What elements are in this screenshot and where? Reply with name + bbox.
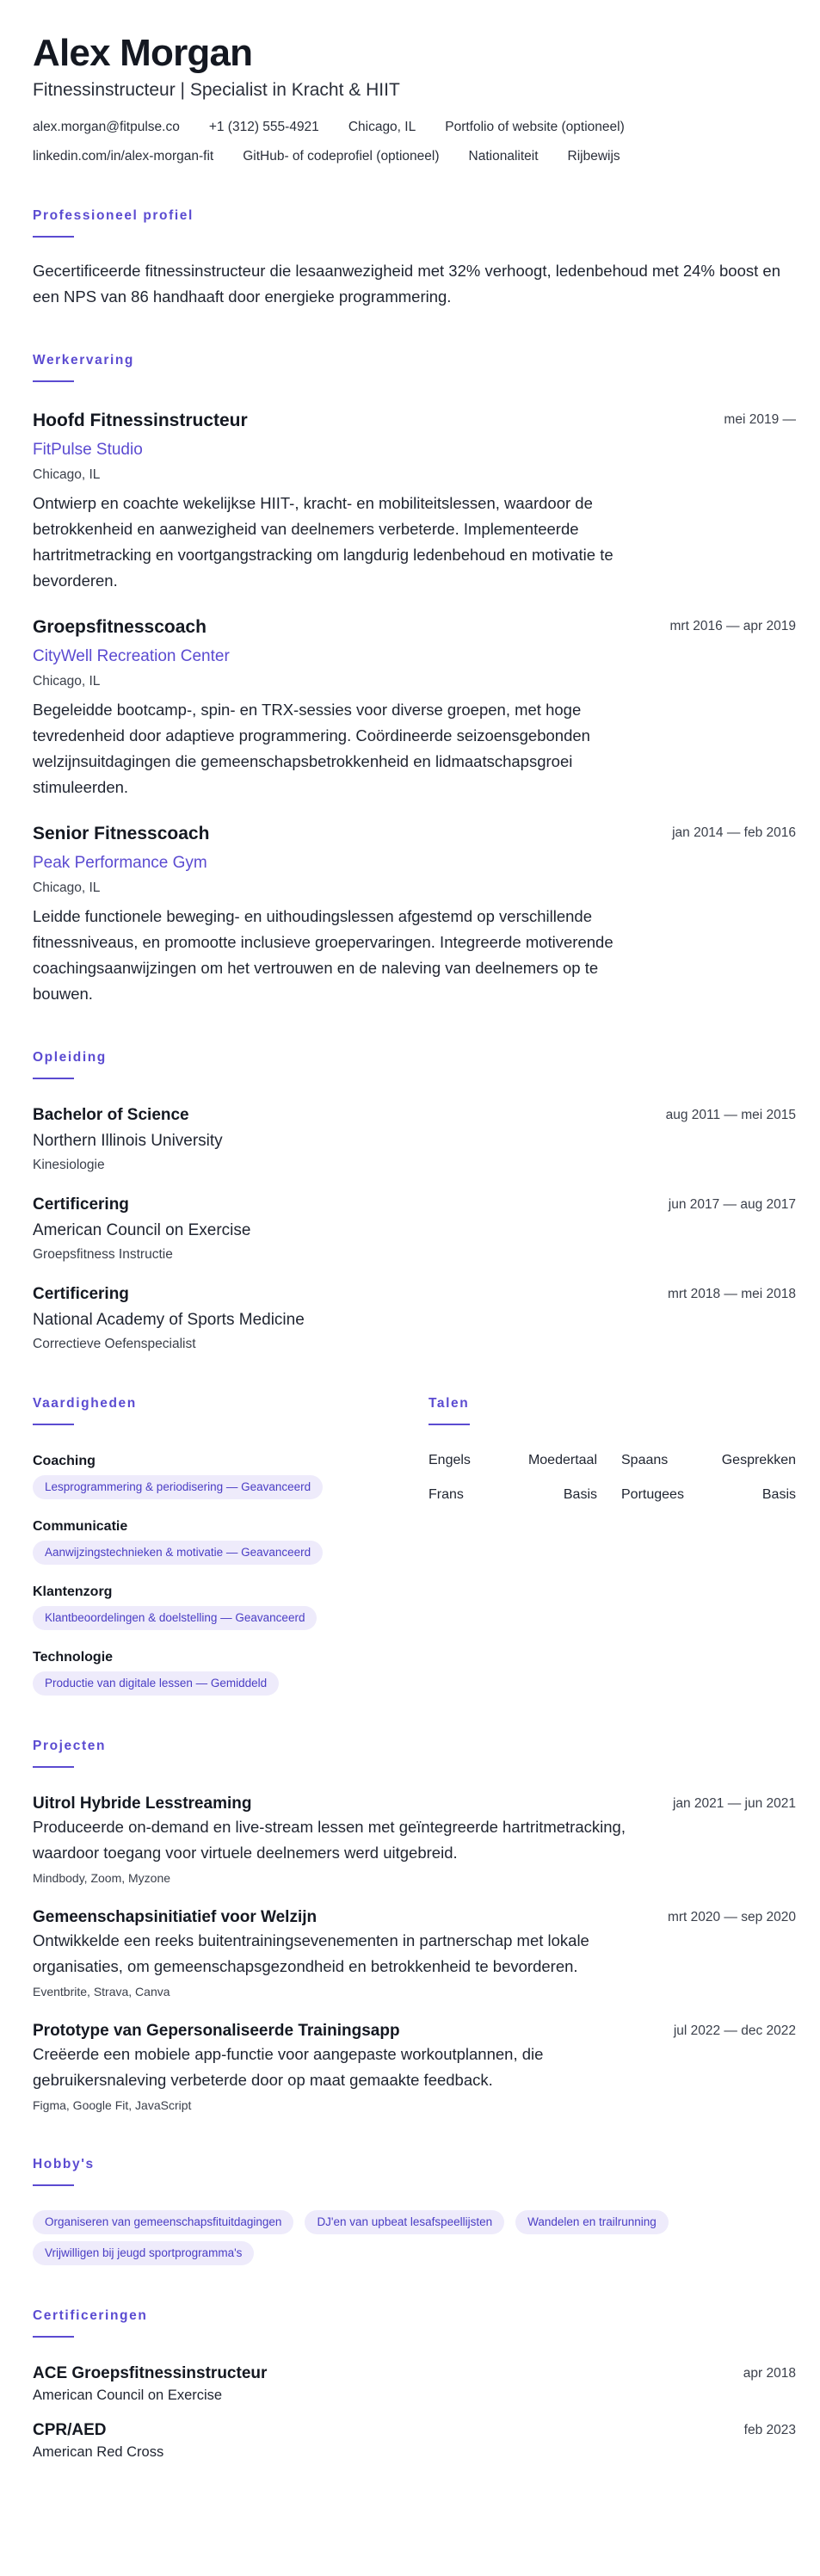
skill-pill: Productie van digitale lessen — Gemiddeld [33,1671,279,1696]
profile-summary: Gecertificeerde fitnessinstructeur die lesaanwezigheid met 32% verhoogt, ledenbehoud met 24% boost en een NPS van 86 handhaaft door energieke programmering. [33,262,780,306]
skill-group [33,1518,428,1565]
education-entry [33,1105,796,1174]
language-name: Frans [428,1487,464,1502]
section-title-hobbies: Hobby's [33,2157,95,2171]
project-date: jul 2022 — dec 2022 [673,2023,796,2038]
job-company: CityWell Recreation Center [33,647,230,665]
education-school: Northern Illinois University [33,1132,223,1150]
language-item [609,1451,796,1470]
job-entry [33,410,796,594]
section-title-certifications: Certificeringen [33,2308,148,2323]
certification-issuer: American Red Cross [33,2444,164,2460]
job-description: Leidde functionele beweging- en uithoudingslessen afgestemd op verschillende fitnessniveaus, en promootte inclusieve groepervaringen. Integreerde motiverende coachingsaanwijzingen om het vertrouwen en de naleving van deelnemers op te bouwen. [33,907,613,1003]
hobbies-section [33,2157,796,2265]
certification-entry [33,2420,796,2462]
contact-nationality: Nationaliteit [468,149,539,164]
contact-email[interactable]: alex.morgan@fitpulse.co [33,120,180,134]
job-location: Chicago, IL [33,674,101,689]
skills-languages-section [33,1396,796,1696]
section-divider [33,1424,74,1425]
section-divider [33,1766,74,1768]
certification-date: feb 2023 [743,2423,796,2437]
education-date: mrt 2018 — mei 2018 [667,1287,796,1301]
project-title: Gemeenschapsinitiatief voor Welzijn [33,1908,318,1926]
job-date: jan 2014 — feb 2016 [672,825,796,840]
certification-entry [33,2363,796,2405]
language-item [428,1451,609,1470]
job-location: Chicago, IL [33,467,101,482]
language-level: Moedertaal [527,1453,597,1467]
hobby-pill: Vrijwilligen bij jeugd sportprogramma's [33,2241,254,2265]
section-divider [33,380,74,382]
contact-list [33,119,796,148]
certification-issuer: American Council on Exercise [33,2388,223,2403]
resume-header [33,33,796,177]
project-tech: Eventbrite, Strava, Canva [33,1985,170,1998]
education-field: Correctieve Oefenspecialist [33,1337,196,1351]
education-degree: Bachelor of Science [33,1106,189,1124]
hobby-pill: Organiseren van gemeenschapsfituitdagingen [33,2210,293,2234]
section-divider [428,1424,470,1425]
job-description: Ontwierp en coachte wekelijkse HIIT-, kracht- en mobiliteitslessen, waardoor de betrokkenheid en aanwezigheid van deelnemers verbeterde. Implementeerde hartritmetracking en voortgangstracking om langdurig ledenbehoud en motivatie te bevorderen. [33,494,613,590]
project-tech: Mindbody, Zoom, Myzone [33,1871,171,1885]
education-date: aug 2011 — mei 2015 [665,1108,796,1122]
project-description: Creëerde een mobiele app-functie voor aangepaste workoutplannen, die gebruikersnaleving verbeterde door op maat gemaakte feedback. [33,2045,544,2089]
section-divider [33,1078,74,1079]
language-name: Portugees [621,1487,684,1502]
education-degree: Certificering [33,1285,129,1303]
education-field: Kinesiologie [33,1158,105,1172]
skill-category: Technologie [33,1650,114,1665]
section-divider [33,236,74,238]
project-date: mrt 2020 — sep 2020 [667,1910,796,1924]
section-title-experience: Werkervaring [33,353,134,368]
language-level: Gesprekken [721,1453,796,1467]
education-section [33,1050,796,1353]
section-title-skills: Vaardigheden [33,1396,137,1411]
job-entry [33,616,796,800]
job-entry [33,823,796,1007]
section-title-languages: Talen [428,1396,470,1411]
language-level: Basis [761,1487,796,1502]
language-list [428,1451,796,1504]
section-divider [33,2184,74,2186]
section-title-profile: Professioneel profiel [33,208,194,223]
skill-category: Communicatie [33,1519,128,1534]
skill-group [33,1453,428,1499]
job-title: Groepsfitnesscoach [33,617,207,637]
certifications-section [33,2308,796,2462]
job-company: Peak Performance Gym [33,854,207,872]
skill-category: Coaching [33,1454,96,1468]
job-location: Chicago, IL [33,880,101,895]
section-divider [33,2336,74,2338]
skill-pill: Aanwijzingstechnieken & motivatie — Geavanceerd [33,1541,323,1565]
language-level: Basis [563,1487,597,1502]
projects-section [33,1739,796,2114]
section-title-projects: Projecten [33,1739,107,1753]
job-title: Senior Fitnesscoach [33,824,210,843]
education-entry [33,1195,796,1263]
project-tech: Figma, Google Fit, JavaScript [33,2098,192,2112]
job-company: FitPulse Studio [33,441,143,459]
language-name: Engels [428,1453,471,1467]
skill-category: Klantenzorg [33,1585,113,1599]
hobby-list [33,2210,790,2265]
project-title: Uitrol Hybride Lesstreaming [33,1795,252,1813]
project-entry [33,1907,796,2000]
contact-linkedin[interactable]: linkedin.com/in/alex-morgan-fit [33,149,214,164]
job-date: mei 2019 — [724,412,796,427]
contact-location: Chicago, IL [348,120,416,134]
education-date: jun 2017 — aug 2017 [668,1197,796,1212]
candidate-headline: Fitnessinstructeur | Specialist in Kracht & HIIT [33,80,400,100]
education-field: Groepsfitness Instructie [33,1247,173,1262]
contact-portfolio[interactable]: Portfolio of website (optioneel) [445,120,625,134]
education-school: National Academy of Sports Medicine [33,1311,305,1329]
experience-section [33,353,796,1007]
job-title: Hoofd Fitnessinstructeur [33,411,248,430]
skill-pill: Klantbeoordelingen & doelstelling — Geavanceerd [33,1606,317,1630]
project-entry [33,2021,796,2114]
project-entry [33,1794,796,1887]
languages-section [428,1396,796,1696]
skills-section [33,1396,428,1696]
profile-section [33,208,796,310]
candidate-name: Alex Morgan [33,32,253,74]
skill-group [33,1584,428,1630]
hobby-pill: DJ'en van upbeat lesafspeellijsten [305,2210,504,2234]
education-degree: Certificering [33,1195,129,1214]
skill-group [33,1649,428,1696]
section-title-education: Opleiding [33,1050,107,1065]
project-description: Ontwikkelde een reeks buitentrainingsevenementen in partnerschap met lokale organisaties, om gemeenschapsgezondheid en betrokkenheid te bevorderen. [33,1931,589,1975]
contact-github[interactable]: GitHub- of codeprofiel (optioneel) [243,149,440,164]
skill-pill: Lesprogrammering & periodisering — Geavanceerd [33,1475,323,1499]
education-entry [33,1284,796,1353]
contact-phone[interactable]: +1 (312) 555-4921 [208,120,319,134]
contact-list-2 [33,148,796,177]
language-item [609,1486,796,1504]
certification-title: CPR/AED [33,2421,107,2439]
project-description: Produceerde on-demand en live-stream lessen met geïntegreerde hartritmetracking, waardoor toegang voor virtuele deelnemers werd uitgebreid. [33,1818,626,1862]
job-date: mrt 2016 — apr 2019 [669,619,796,633]
language-item [428,1486,609,1504]
job-description: Begeleidde bootcamp-, spin- en TRX-sessies voor diverse groepen, met hoge tevredenheid door adaptieve programmering. Coördineerde seizoensgebonden welzijnsuitdagingen die gemeenschapsbetrokkenheid en lidmaatschapsgroei stimuleerden. [33,701,590,796]
hobby-pill: Wandelen en trailrunning [515,2210,669,2234]
project-title: Prototype van Gepersonaliseerde Trainingsapp [33,2022,400,2040]
education-school: American Council on Exercise [33,1221,251,1239]
certification-date: apr 2018 [743,2366,796,2381]
project-date: jan 2021 — jun 2021 [672,1796,796,1811]
contact-license: Rijbewijs [567,149,620,164]
language-name: Spaans [621,1453,669,1467]
certification-title: ACE Groepsfitnessinstructeur [33,2364,268,2382]
